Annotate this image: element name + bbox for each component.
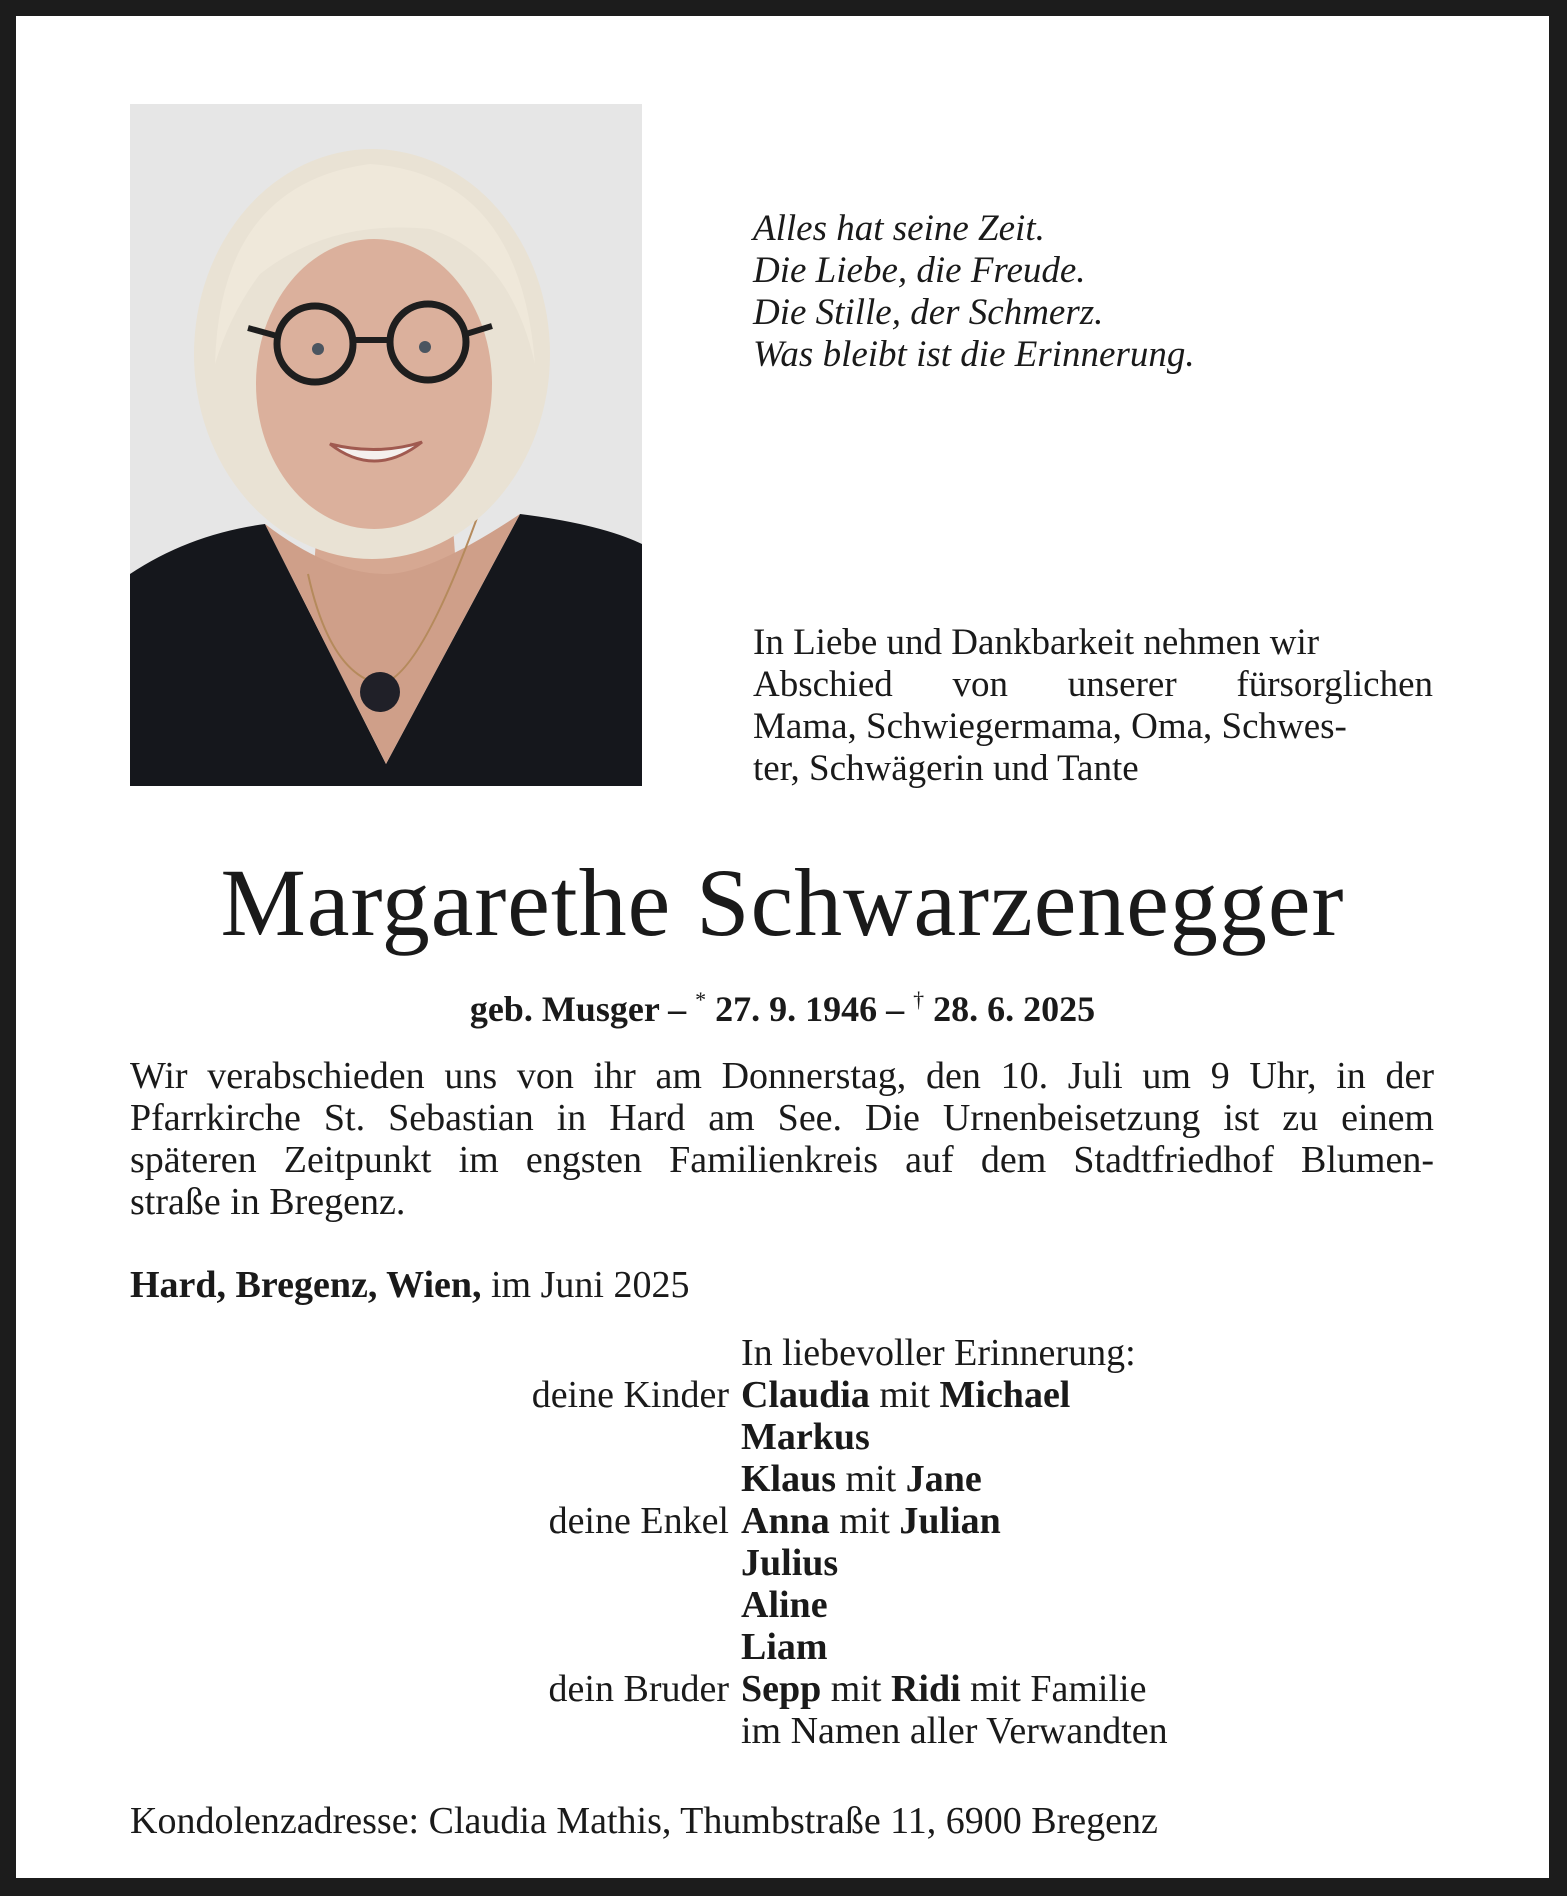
mourners-list [16,1332,1549,1752]
relation-label: dein Bruder [548,1668,729,1710]
list-item: Klaus mit Jane [741,1458,982,1500]
place-cities: Hard, Bregenz, Wien, [130,1264,482,1306]
obituary-card [16,16,1549,1878]
place-date [130,1264,689,1306]
list-item [16,1542,1549,1584]
relation-label: deine Kinder [531,1374,729,1416]
service-line: straße in Bregenz. [130,1181,406,1223]
list-item: deine Enkel Anna mit Julian [16,1500,1549,1542]
cross-icon: † [913,987,925,1012]
list-item: deine Kinder Claudia mit Michael [16,1374,1549,1416]
mourners-closing: im Namen aller Verwandten [741,1710,1168,1752]
list-item [16,1710,1549,1752]
death-date: 28. 6. 2025 [924,989,1096,1029]
mourners-heading: In liebevoller Erinnerung: [741,1332,1136,1374]
intro-line: Abschied von unserer fürsorglichen [753,664,1433,705]
mourner-name: Liam [741,1626,828,1668]
relation-label: deine Enkel [548,1500,729,1542]
mourner-name: Anna [741,1500,830,1542]
mourner-partner: Michael [939,1374,1071,1416]
deceased-name: Margarethe Schwarzenegger [220,849,1345,956]
service-line: späteren Zeitpunkt im engsten Familienkreis auf dem Stadtfriedhof Blumen- [130,1139,1434,1181]
list-item: dein Bruder Sepp mit Ridi mit Familie [16,1668,1549,1710]
list-item [16,1416,1549,1458]
intro-line: Mama, Schwiegermama, Oma, Schwes- [753,706,1347,747]
birth-date: 27. 9. 1946 [706,989,878,1029]
poem-line: Die Liebe, die Freude. [753,250,1086,291]
mourner-partner: Ridi [890,1668,961,1710]
dash: – [877,989,914,1029]
maiden-name: geb. Musger [469,989,660,1029]
mourner-partner: Jane [905,1458,982,1500]
mourner-name: Markus [741,1416,870,1458]
mourner-name: Claudia [741,1374,870,1416]
portrait-icon [130,104,642,786]
mourner-partner: Julian [899,1500,1001,1542]
poem-line: Was bleibt ist die Erinnerung. [753,334,1195,375]
mourners-heading-row [16,1332,1549,1374]
service-line: Pfarrkirche St. Sebastian in Hard am See. Die Urnenbeisetzung ist zu einem [130,1097,1434,1139]
poem-line: Alles hat seine Zeit. [753,208,1045,249]
condolence-address: Kondolenzadresse: Claudia Mathis, Thumbstraße 11, 6900 Bregenz [130,1800,1158,1842]
dash: – [659,989,696,1029]
service-line: Wir verabschieden uns von ihr am Donnerstag, den 10. Juli um 9 Uhr, in der [130,1055,1434,1097]
farewell-intro [753,622,1433,790]
poem [753,208,1195,376]
intro-line: In Liebe und Dankbarkeit nehmen wir [753,622,1320,663]
list-item [16,1584,1549,1626]
poem-line: Die Stille, der Schmerz. [753,292,1104,333]
mourner-name: Julius [741,1542,839,1584]
service-details [130,1055,1434,1223]
place-month: im Juni 2025 [481,1264,690,1306]
intro-line: ter, Schwägerin und Tante [753,748,1139,789]
life-dates [16,979,1549,1030]
birth-icon: * [695,987,707,1012]
mourner-name: Sepp [741,1668,822,1710]
mourner-name: Aline [741,1584,828,1626]
list-item [16,1626,1549,1668]
portrait-photo [130,104,642,786]
mourner-name: Klaus [741,1458,837,1500]
